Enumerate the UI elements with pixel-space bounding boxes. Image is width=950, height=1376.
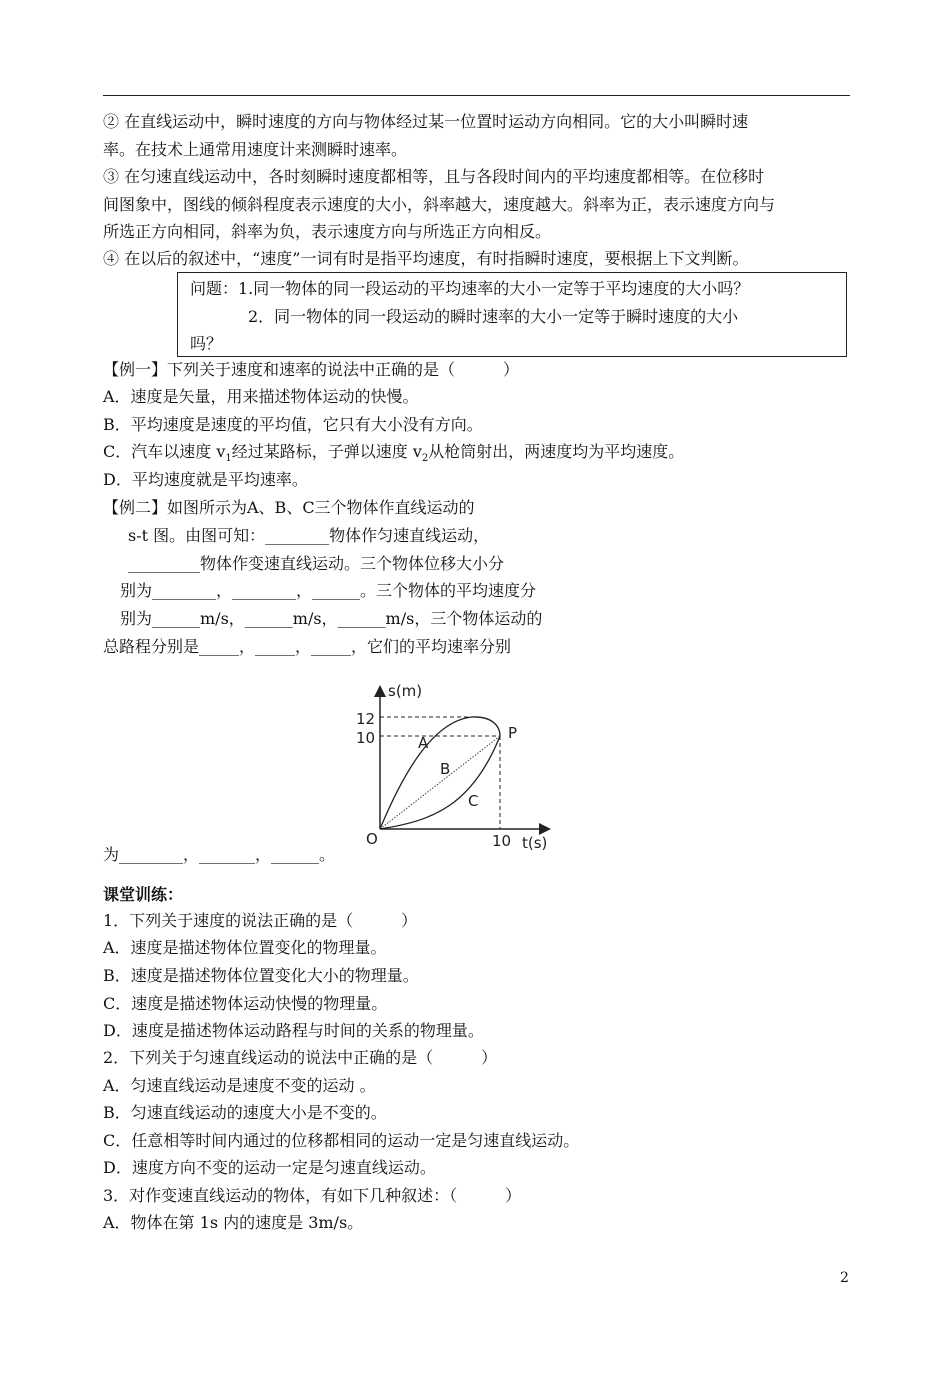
practice-q2-b: B．匀速直线运动的速度大小是不变的。 [103, 1103, 387, 1122]
practice-q1-d: D．速度是描述物体运动路程与时间的关系的物理量。 [103, 1021, 484, 1040]
example-1-stem: 【例一】下列关于速度和速率的说法中正确的是（ ） [103, 360, 520, 379]
practice-q3-a: A．物体在第 1s 内的速度是 3m/s。 [103, 1213, 364, 1232]
practice-q2-d: D．速度方向不变的运动一定是匀速直线运动。 [103, 1158, 436, 1177]
v2-subscript: 2 [421, 453, 429, 465]
example-2-line-6: 总路程分别是_____，_____，_____，它们的平均速率分别 [103, 637, 512, 656]
example-2-line-3: _________物体作变速直线运动。三个物体位移大小分 [128, 554, 505, 573]
practice-q1: 1．下列关于速度的说法正确的是（ ） [103, 911, 418, 930]
example-1-option-c [103, 441, 684, 470]
practice-q1-b: B．速度是描述物体位置变化大小的物理量。 [103, 966, 419, 985]
example-2-line-1: 【例二】如图所示为A、B、C三个物体作直线运动的 [103, 498, 475, 517]
curve-b [380, 736, 500, 829]
option-c-mid: 经过某路标，子弹以速度 v [231, 442, 422, 461]
x-tick-10: 10 [492, 832, 512, 850]
st-graph-figure [352, 676, 552, 856]
v1-subscript: 1 [225, 453, 232, 465]
curve-a-label: A [418, 734, 429, 752]
point-p-label: P [508, 724, 518, 742]
example-1-option-d: D．平均速度就是平均速率。 [103, 470, 308, 489]
curve-c-label: C [468, 792, 479, 810]
y-tick-12: 12 [356, 710, 376, 728]
question-line-3: 吗？ [190, 334, 223, 353]
practice-q1-c: C．速度是描述物体运动快慢的物理量。 [103, 994, 388, 1013]
note-2-line-1: ② 在直线运动中，瞬时速度的方向与物体经过某一位置时运动方向相同。它的大小叫瞬时速 [103, 112, 749, 131]
note-3-line-3: 所选正方向相同，斜率为负，表示速度方向与所选正方向相反。 [103, 222, 552, 241]
example-2-line-7: 为________，_______，______。 [103, 845, 336, 864]
y-axis-label: s(m) [388, 682, 423, 700]
example-2-line-4: 别为________，________，______。三个物体的平均速度分 [120, 581, 537, 600]
y-tick-10: 10 [356, 729, 376, 747]
header-rule [103, 95, 850, 96]
example-1-option-b: B．平均速度是速度的平均值，它只有大小没有方向。 [103, 415, 483, 434]
option-c-post: 从枪筒射出，两速度均为平均速度。 [428, 442, 685, 461]
question-line-2: 2．同一物体的同一段运动的瞬时速率的大小一定等于瞬时速度的大小 [248, 307, 739, 326]
practice-q2-c: C．任意相等时间内通过的位移都相同的运动一定是匀速直线运动。 [103, 1131, 580, 1150]
practice-q2: 2．下列关于匀速直线运动的说法中正确的是（ ） [103, 1048, 498, 1067]
practice-q2-a: A．匀速直线运动是速度不变的运动 。 [103, 1076, 376, 1095]
option-c-pre: C．汽车以速度 v [103, 442, 226, 461]
example-1-option-a: A．速度是矢量，用来描述物体运动的快慢。 [103, 387, 419, 406]
origin-label: O [366, 830, 378, 848]
x-axis-label: t(s) [522, 834, 548, 852]
practice-q3: 3．对作变速直线运动的物体，有如下几种叙述：（ ） [103, 1186, 522, 1205]
practice-q1-a: A．速度是描述物体位置变化的物理量。 [103, 938, 387, 957]
question-line-1: 问题：1.同一物体的同一段运动的平均速率的大小一定等于平均速度的大小吗？ [190, 279, 750, 298]
note-2-line-2: 率。在技术上通常用速度计来测瞬时速率。 [103, 140, 408, 159]
note-3-line-2: 间图象中，图线的倾斜程度表示速度的大小，斜率越大，速度越大。斜率为正，表示速度方向与 [103, 195, 776, 214]
note-4: ④ 在以后的叙述中，“速度”一词有时是指平均速度，有时指瞬时速度，要根据上下文判断。 [103, 249, 749, 268]
page-number: 2 [840, 1270, 849, 1286]
curve-b-label: B [440, 760, 451, 778]
practice-heading: 课堂训练： [103, 885, 184, 904]
note-3-line-1: ③ 在匀速直线运动中，各时刻瞬时速度都相等，且与各段时间内的平均速度都相等。在位移时 [103, 167, 765, 186]
example-2-line-2: s-t 图。由图可知：________物体作匀速直线运动， [128, 526, 490, 545]
question-box [177, 272, 847, 357]
example-2-line-5: 别为______m/s，______m/s，______m/s，三个物体运动的 [120, 609, 543, 628]
